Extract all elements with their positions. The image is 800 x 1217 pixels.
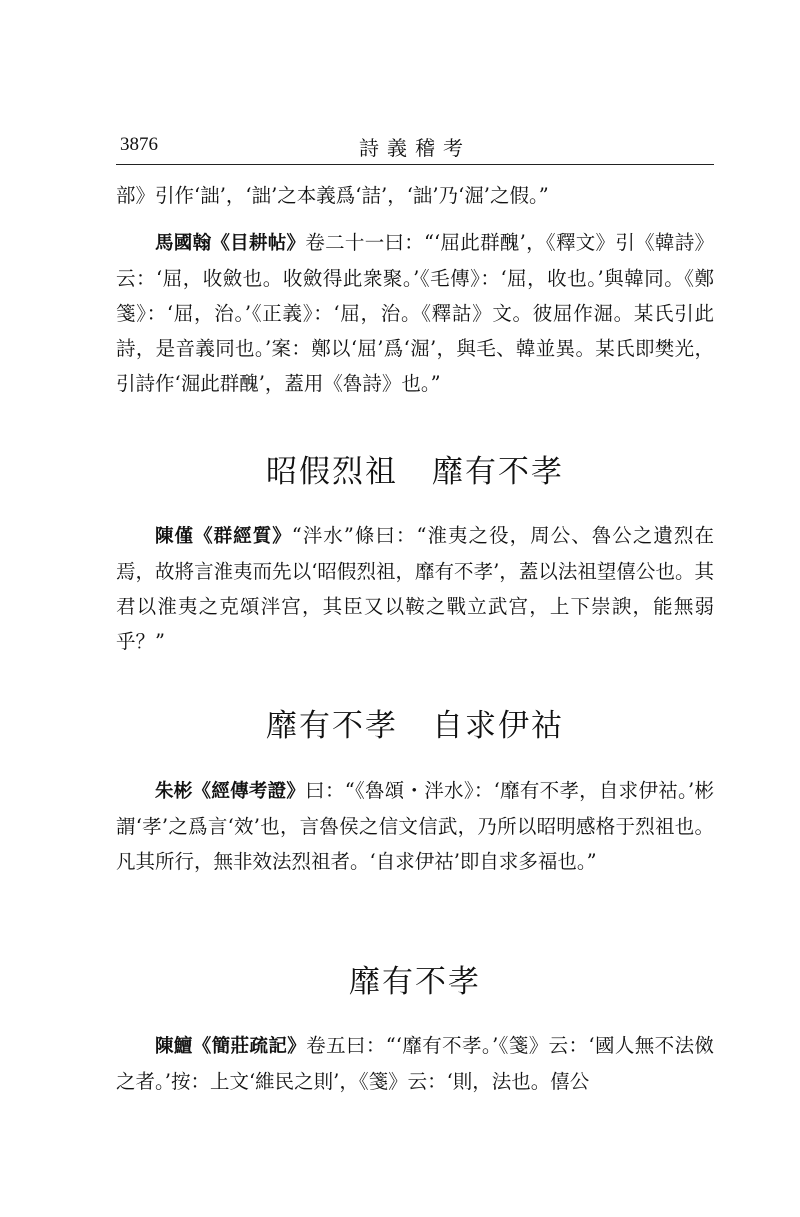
author-name: 馬國翰: [155, 233, 212, 254]
work-title: 《目耕帖》: [211, 233, 306, 254]
paragraph-text: 曰：“《魯頌・泮水》：‘靡有不孝，自求伊祜。’彬謂‘孝’之爲言‘效’也，言魯侯之信文信武，乃所以昭明感格于烈祖也。凡其所行，無非效法烈祖者。‘自求伊祜’即自求多福也。”: [116, 779, 714, 873]
paragraph-continued: [116, 178, 714, 213]
work-title: 《簡莊疏記》: [192, 1036, 307, 1057]
section-heading: [116, 700, 714, 745]
author-name: 陳僅: [155, 526, 195, 547]
paragraph-text: 卷二十一曰：“‘屈此群醜’，《釋文》引《韓詩》云：‘屈，收斂也。收斂得此衆聚。’《毛傳》：‘屈，收也。’與韓同。《鄭箋》：‘屈，治。’《正義》：‘屈，治。《釋詁》文。彼屈作淈。某氏引此詩，是音義同也。’案：鄭以‘屈’爲‘淈’，與毛、韓並異。某氏即樊光，引詩作‘淈此群醜’，蓋用《魯詩》也。”: [116, 231, 714, 395]
page-header: [116, 128, 714, 165]
heading-part: 昭假烈祖: [265, 454, 398, 490]
heading-part: 靡有不孝: [265, 708, 398, 744]
running-title: 詩義稽考: [359, 136, 471, 160]
work-title: 《經傳考證》: [192, 781, 306, 802]
paragraph-chen-zhan: [116, 1028, 714, 1099]
heading-part: 自求伊祜: [432, 708, 565, 744]
paragraph-text: 卷五曰：“‘靡有不孝。’《箋》云：‘國人無不法傚之者。’按：上文‘維民之則’，《箋》云：‘則，法也。僖公: [116, 1034, 714, 1093]
section-heading: [116, 956, 714, 1001]
page-number: 3876: [120, 134, 158, 155]
section-heading: [116, 446, 714, 491]
heading-part: 靡有不孝: [432, 454, 565, 490]
heading-part: 靡有不孝: [349, 964, 481, 1000]
paragraph-chen-jin: [116, 518, 714, 659]
paragraph-text: “泮水”條曰：“淮夷之役，周公、魯公之遺烈在焉，故將言淮夷而先以‘昭假烈祖，靡有不孝’，蓋以法祖望僖公也。其君以淮夷之克頌泮宫，其臣又以鞍之戰立武宫，上下崇諛，能無弱乎？”: [116, 524, 714, 653]
paragraph-ma-guohan: [116, 225, 714, 401]
author-name: 陳鱣: [155, 1036, 193, 1057]
paragraph-text: 部》引作‘詘’，‘詘’之本義爲‘詰’，‘詘’乃‘淈’之假。”: [116, 184, 549, 207]
paragraph-zhu-bin: [116, 773, 714, 879]
work-title: 《群經質》: [194, 526, 292, 547]
author-name: 朱彬: [155, 781, 193, 802]
